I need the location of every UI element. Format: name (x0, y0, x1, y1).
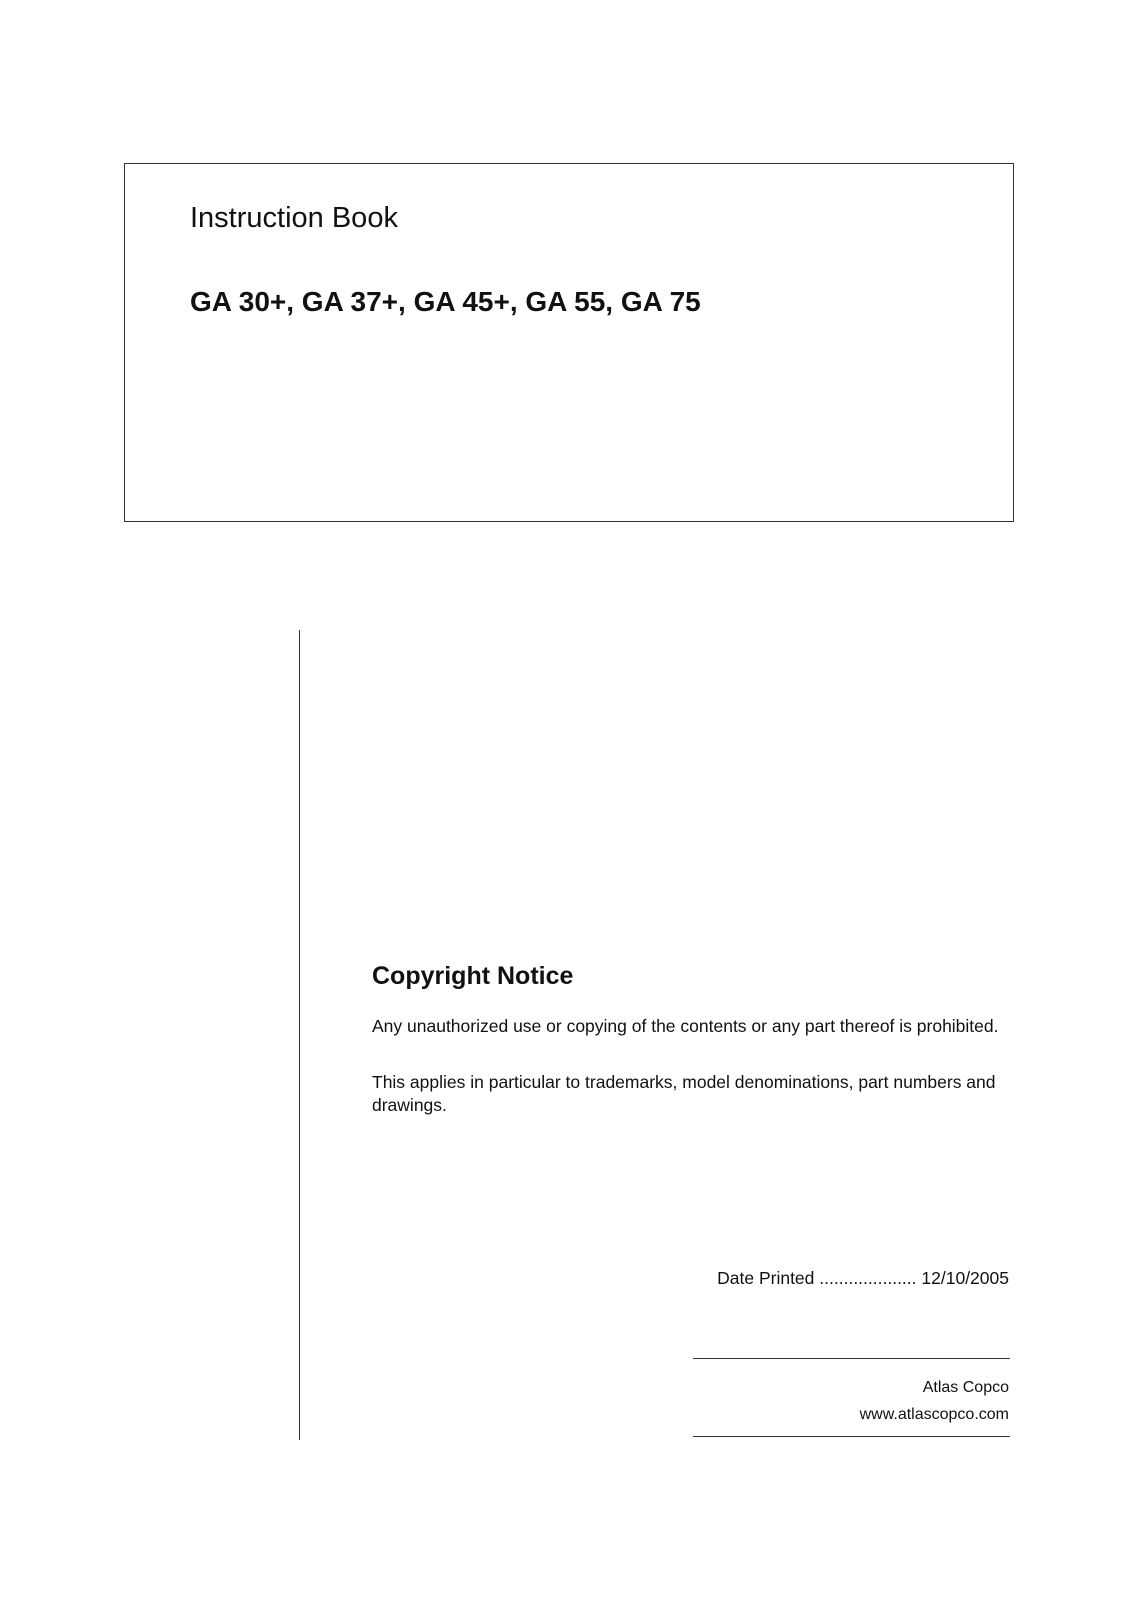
copyright-heading: Copyright Notice (372, 962, 574, 990)
date-printed-value: 12/10/2005 (921, 1268, 1009, 1288)
company-website[interactable]: www.atlascopco.com (859, 1406, 1009, 1423)
copyright-section (372, 962, 1012, 1150)
bottom-rule (693, 1436, 1010, 1437)
date-printed-leader: .................... (819, 1268, 917, 1288)
model-list: GA 30+, GA 37+, GA 45+, GA 55, GA 75 (190, 286, 701, 317)
title-box (124, 163, 1014, 522)
copyright-paragraph-1: Any unauthorized use or copying of the contents or any part thereof is prohibited. (372, 1016, 999, 1036)
top-rule (693, 1358, 1010, 1359)
copyright-paragraph-2: This applies in particular to trademarks, model denominations, part numbers and drawings. (372, 1072, 996, 1115)
document-type: Instruction Book (190, 202, 398, 234)
company-block (860, 1374, 1009, 1428)
company-name: Atlas Copco (922, 1379, 1009, 1396)
vertical-divider (299, 630, 300, 1440)
date-printed (717, 1268, 1009, 1289)
date-printed-label: Date Printed (717, 1268, 815, 1288)
